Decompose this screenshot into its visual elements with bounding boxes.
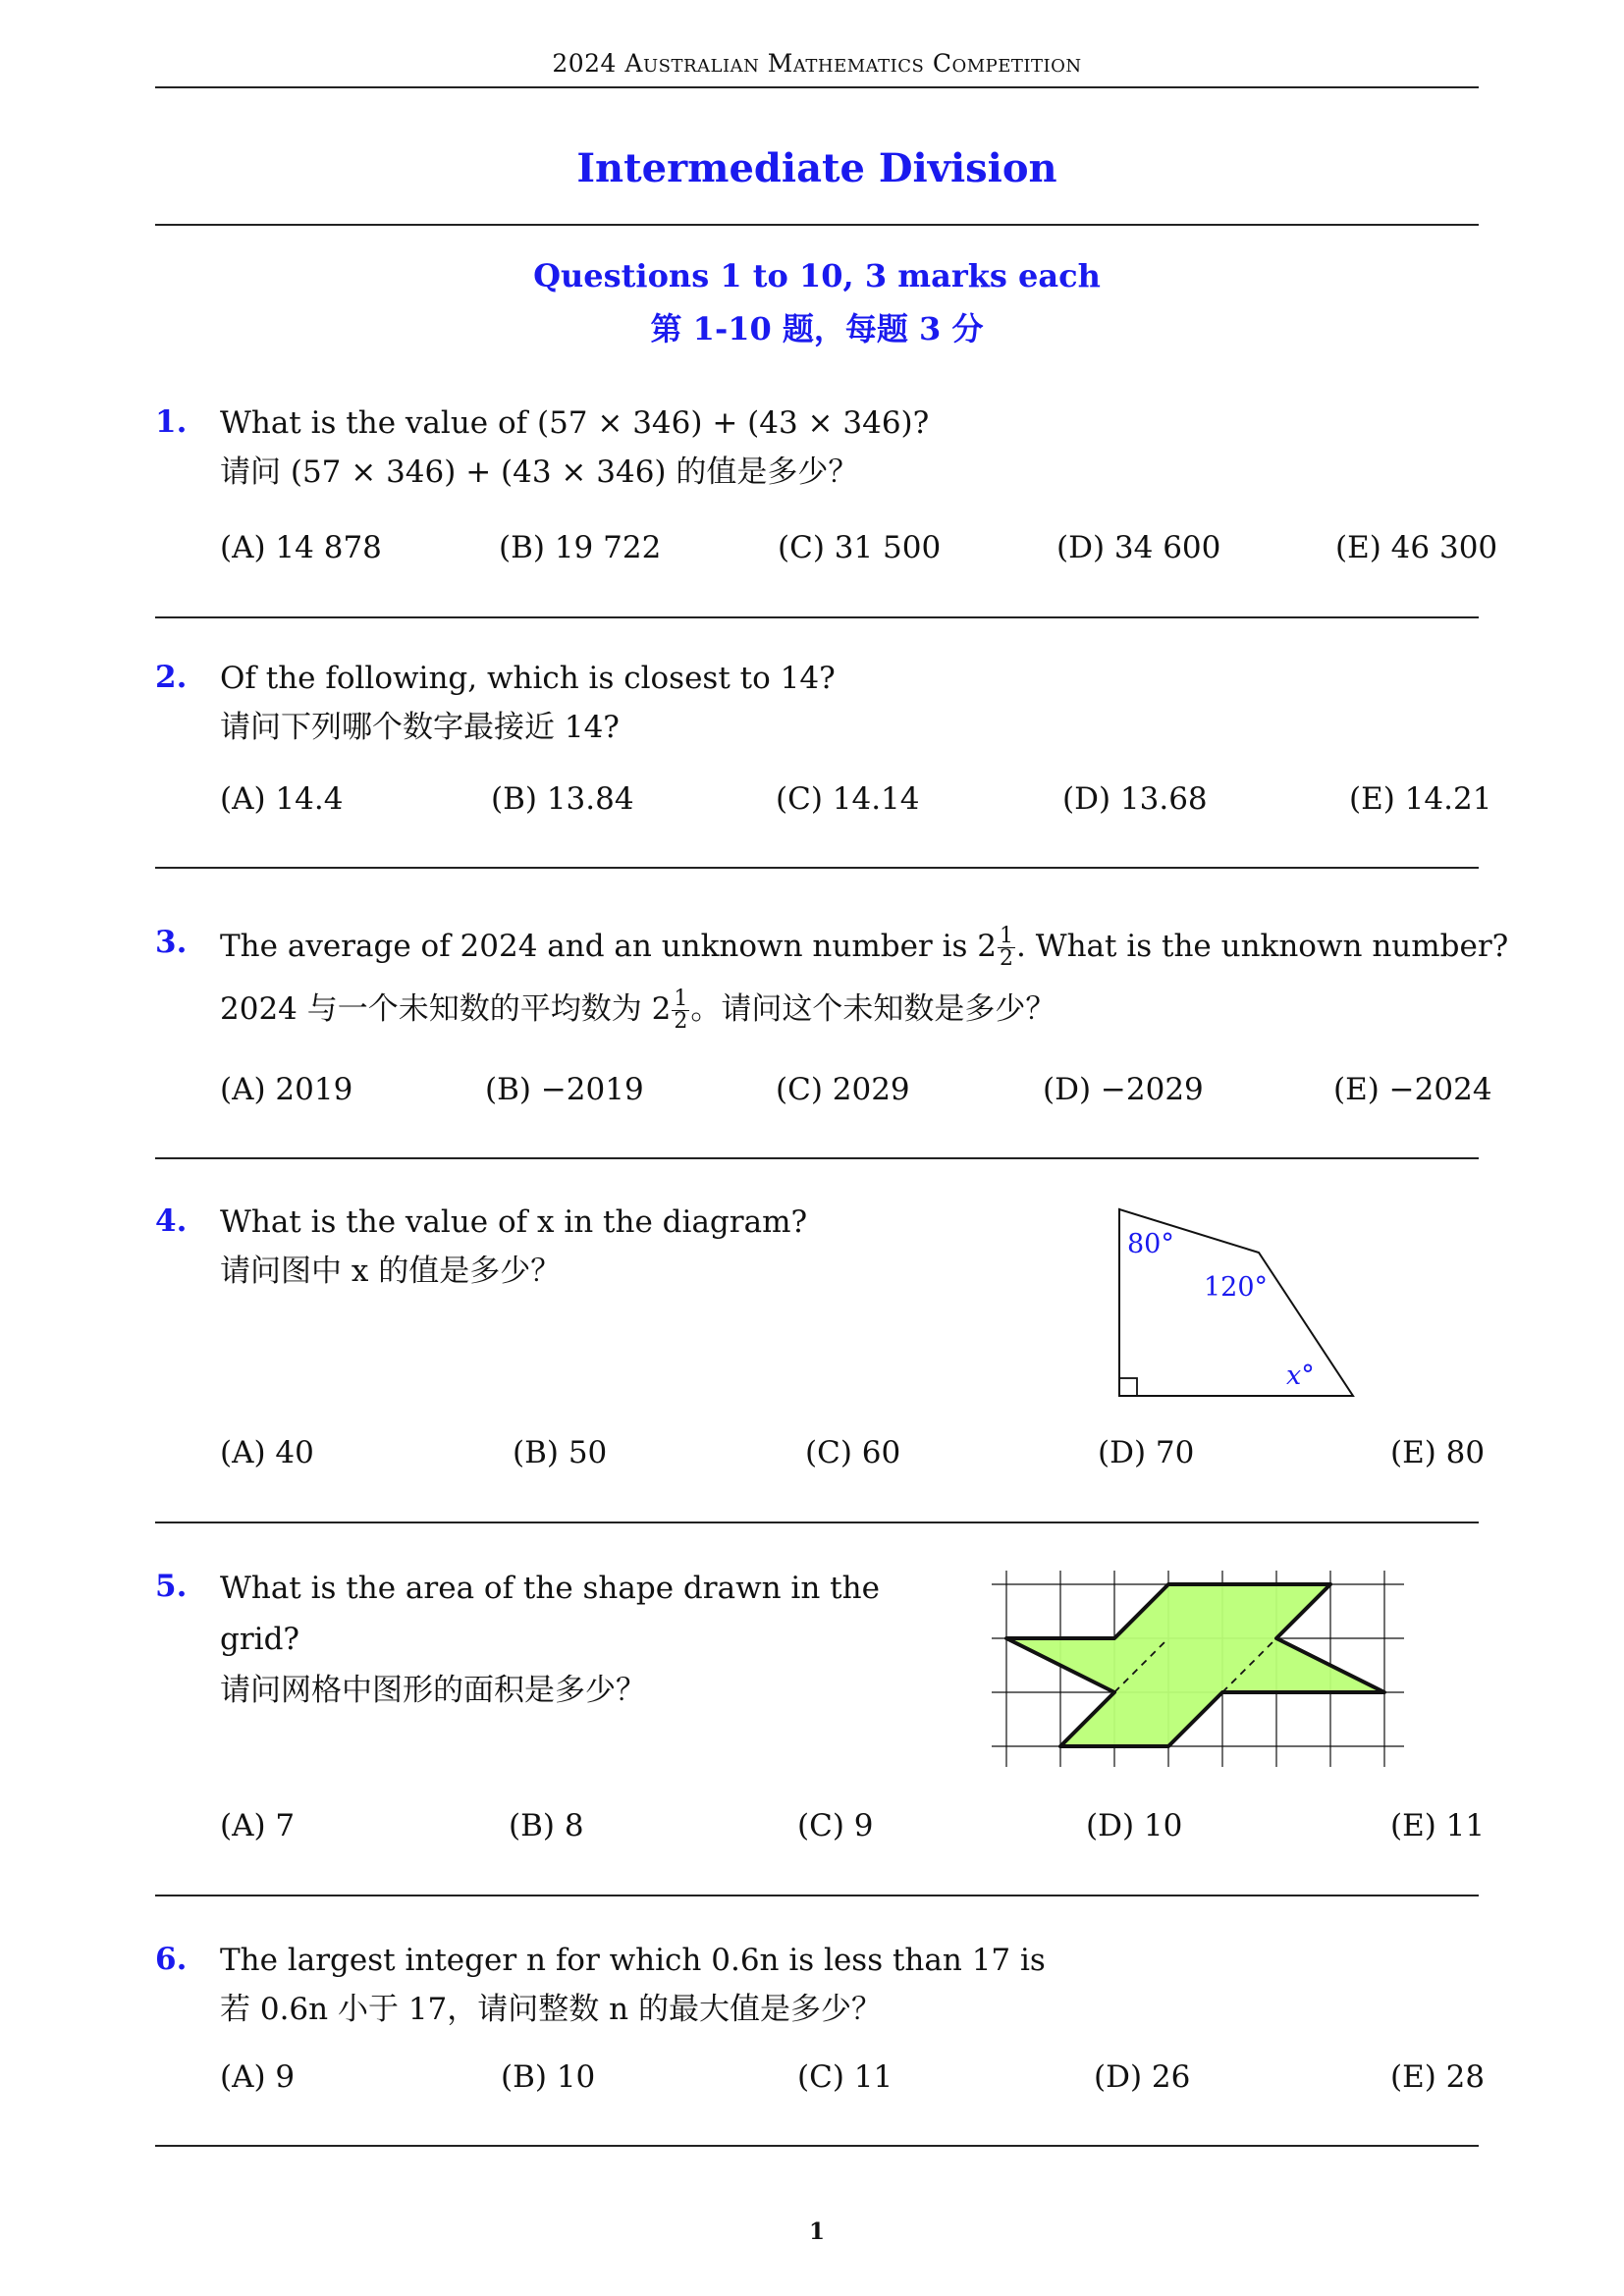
angle-label-80: 80° xyxy=(1127,1229,1174,1259)
option-a: (A) 40 xyxy=(220,1435,314,1470)
option-b: (B) 10 xyxy=(501,2059,596,2095)
option-a: (A) 14 878 xyxy=(220,530,382,565)
section-title-zh: 第 1-10 题，每题 3 分 xyxy=(650,310,984,347)
angle-label-x: x° xyxy=(1286,1361,1315,1391)
option-c: (C) 9 xyxy=(797,1808,874,1843)
option-e: (E) 28 xyxy=(1390,2059,1486,2095)
option-c: (C) 2029 xyxy=(776,1072,910,1107)
question-text-zh: 请问图中 x 的值是多少？ xyxy=(220,1254,562,1289)
quadrilateral-figure xyxy=(1100,1198,1375,1404)
option-b: (B) 8 xyxy=(509,1808,584,1843)
question-text-en: The largest integer n for which 0.6n is less than 17 is xyxy=(220,1943,1046,1978)
option-e: (E) 14.21 xyxy=(1349,781,1492,817)
question-text-zh xyxy=(220,978,1508,1041)
option-a: (A) 2019 xyxy=(220,1072,353,1107)
option-e: (E) −2024 xyxy=(1333,1072,1492,1107)
question-text-en: Of the following, which is closest to 14? xyxy=(220,661,836,696)
fraction-denominator: 2 xyxy=(1000,946,1013,971)
option-c: (C) 60 xyxy=(805,1435,901,1470)
header-rule xyxy=(155,86,1479,88)
option-e: (E) 46 300 xyxy=(1335,530,1498,565)
grid-shape-figure xyxy=(982,1567,1414,1781)
text-segment: 2024 与一个未知数的平均数为 2 xyxy=(220,991,672,1027)
question-text-zh: 请问网格中图形的面积是多少？ xyxy=(220,1673,646,1708)
question-number: 2. xyxy=(155,660,188,695)
option-e: (E) 11 xyxy=(1390,1808,1486,1843)
text-segment: . What is the unknown number? xyxy=(1016,929,1509,964)
question-text xyxy=(220,915,1508,1041)
text-segment: 。请问这个未知数是多少？ xyxy=(690,991,1056,1027)
question-text-zh: 请问下列哪个数字最接近 14? xyxy=(220,710,620,745)
question-divider xyxy=(155,1522,1479,1523)
question-number: 5. xyxy=(155,1569,188,1604)
question-divider xyxy=(155,1895,1479,1896)
option-d: (D) −2029 xyxy=(1043,1072,1204,1107)
question-text-en: What is the value of x in the diagram? xyxy=(220,1204,808,1240)
mixed-fraction xyxy=(672,988,689,1033)
question-text-zh: 若 0.6n 小于 17，请问整数 n 的最大值是多少？ xyxy=(220,1992,882,2027)
mixed-fraction xyxy=(998,926,1015,970)
right-angle-marker xyxy=(1119,1378,1137,1396)
question-number: 4. xyxy=(155,1203,188,1239)
option-b: (B) −2019 xyxy=(485,1072,644,1107)
question-number: 1. xyxy=(155,404,188,440)
question-text xyxy=(220,1198,807,1296)
option-b: (B) 13.84 xyxy=(491,781,634,817)
question-divider xyxy=(155,616,1479,618)
title-rule xyxy=(155,224,1479,226)
page-number: 1 xyxy=(808,2218,825,2245)
question-number: 3. xyxy=(155,925,188,960)
angle-label-120: 120° xyxy=(1204,1272,1269,1303)
question-text-en-line2: grid? xyxy=(220,1622,300,1657)
shaded-shape xyxy=(1006,1584,1384,1746)
option-d: (D) 10 xyxy=(1086,1808,1183,1843)
question-text-en-line1: What is the area of the shape drawn in the xyxy=(220,1571,880,1606)
option-d: (D) 70 xyxy=(1098,1435,1195,1470)
fraction-numerator: 1 xyxy=(674,987,688,1011)
fraction-numerator: 1 xyxy=(1000,924,1013,948)
division-title: Intermediate Division xyxy=(576,145,1057,191)
section-title-en: Questions 1 to 10, 3 marks each xyxy=(533,257,1101,294)
option-c: (C) 11 xyxy=(797,2059,893,2095)
option-c: (C) 14.14 xyxy=(776,781,920,817)
option-c: (C) 31 500 xyxy=(778,530,942,565)
option-d: (D) 13.68 xyxy=(1062,781,1208,817)
question-divider xyxy=(155,867,1479,869)
option-a: (A) 14.4 xyxy=(220,781,344,817)
question-text xyxy=(220,1563,880,1716)
option-a: (A) 9 xyxy=(220,2059,296,2095)
option-b: (B) 50 xyxy=(513,1435,608,1470)
question-text xyxy=(220,399,929,497)
question-text-en: What is the value of (57 × 346) + (43 × 346)? xyxy=(220,405,930,441)
option-b: (B) 19 722 xyxy=(499,530,662,565)
option-d: (D) 26 xyxy=(1094,2059,1191,2095)
option-d: (D) 34 600 xyxy=(1056,530,1221,565)
question-text xyxy=(220,654,836,752)
question-number: 6. xyxy=(155,1942,188,1977)
question-text-zh: 请问 (57 × 346) + (43 × 346) 的值是多少？ xyxy=(220,454,859,490)
option-e: (E) 80 xyxy=(1390,1435,1486,1470)
question-divider xyxy=(155,1157,1479,1159)
question-text xyxy=(220,1936,1046,2034)
fraction-denominator: 2 xyxy=(674,1009,688,1034)
question-divider xyxy=(155,2145,1479,2147)
question-text-en xyxy=(220,924,1509,971)
running-header: 2024 Australian Mathematics Competition xyxy=(552,49,1082,78)
text-segment: The average of 2024 and an unknown number is 2 xyxy=(220,929,997,964)
option-a: (A) 7 xyxy=(220,1808,296,1843)
